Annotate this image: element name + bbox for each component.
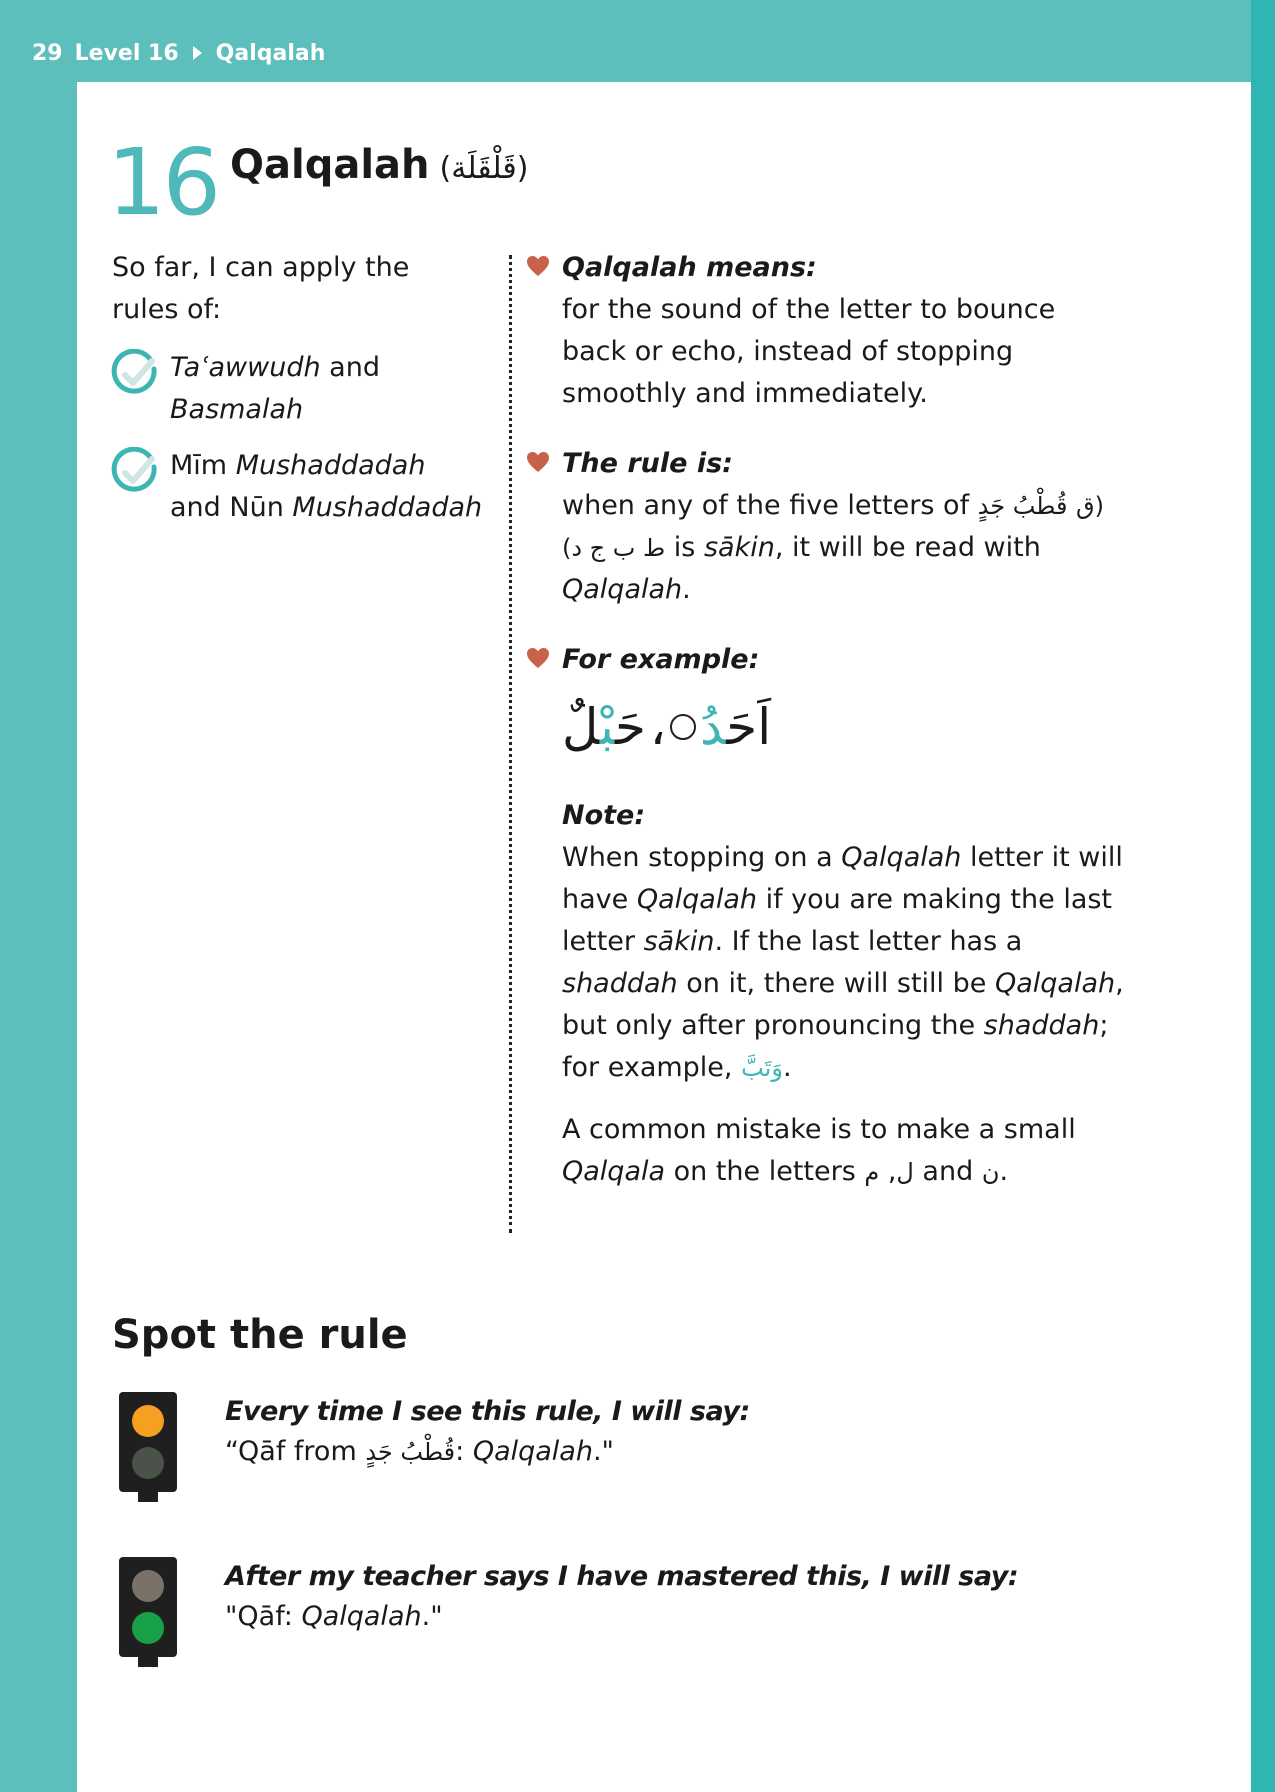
text: when any of the five letters of — [562, 490, 978, 521]
breadcrumb-topic[interactable]: Qalqalah — [215, 40, 326, 66]
rule-name: Basmalah — [170, 394, 304, 425]
check-circle-icon — [110, 447, 162, 499]
term: sākin — [703, 532, 775, 563]
light-stem — [138, 1490, 158, 1502]
green-lamp-off — [132, 1447, 164, 1479]
intro-text: So far, I can apply the rules of: — [112, 252, 410, 325]
term: sākin — [643, 926, 715, 957]
arabic-text: اَحَ — [726, 698, 772, 756]
left-margin-strip — [0, 82, 77, 1792]
note-text — [562, 842, 1124, 1083]
text: on it, there will still be — [677, 968, 995, 999]
rule-name: Mushaddadah — [235, 450, 426, 481]
arabic-letters: قُطْبُ جَدٍ — [977, 492, 1068, 520]
term: shaddah — [562, 968, 678, 999]
text: , but only after pronouncing the — [562, 968, 1124, 1041]
title-arabic: (قَلْقَلَة) — [439, 151, 529, 186]
heart-icon — [526, 451, 550, 473]
text: . If the last letter has a — [714, 926, 1023, 957]
page-title — [230, 142, 528, 188]
section-body: for the sound of the letter to bounce back or echo, instead of stopping smoothly and immediately. — [562, 294, 1056, 409]
heart-icon — [526, 647, 550, 669]
qalqalah-letter: بْ — [599, 698, 615, 756]
arabic-example: وَتَبَّ — [741, 1054, 783, 1082]
list-item — [110, 445, 490, 529]
text: letter it will have — [562, 842, 1123, 915]
text: . — [682, 574, 691, 605]
section-means — [524, 247, 1124, 415]
connector: and Nūn — [170, 492, 293, 523]
connector: and — [320, 352, 380, 383]
arabic-text: قُطْبُ جَدٍ — [365, 1438, 456, 1466]
example-words — [562, 687, 1124, 767]
text: “Qāf from — [225, 1436, 366, 1467]
term: Qalqala — [562, 1156, 666, 1187]
section-heading: The rule is: — [562, 448, 733, 479]
example-word-habl — [562, 687, 646, 767]
connector: Mīm — [170, 450, 236, 481]
text: , it will be read with — [774, 532, 1041, 563]
text: When stopping on a — [562, 842, 842, 873]
term: Qalqalah — [841, 842, 962, 873]
text: . — [782, 1052, 792, 1083]
note-paragraph-1 — [562, 837, 1124, 1089]
spot-row-amber — [119, 1392, 750, 1502]
page-number: 29 — [32, 40, 63, 66]
spot-row-green — [119, 1557, 1018, 1667]
amber-lamp — [132, 1405, 164, 1437]
section-body — [562, 485, 1124, 611]
traffic-light-amber-icon — [119, 1392, 177, 1502]
arabic-text: حَ — [614, 698, 646, 756]
level-number: 16 — [107, 129, 219, 236]
spot-the-rule-heading: Spot the rule — [112, 1312, 408, 1358]
spot-quote — [225, 1432, 750, 1472]
arabic-letters-separated: (ق ط ب ج د) — [562, 492, 1105, 562]
prior-rules-list — [110, 347, 490, 543]
text: : — [455, 1436, 473, 1467]
text: , — [879, 1156, 897, 1187]
section-example — [524, 639, 1124, 767]
spot-quote — [225, 1597, 1018, 1637]
text: . — [999, 1156, 1009, 1187]
rule-name: Taʿawwudh — [170, 352, 321, 383]
arabic-letter: م — [864, 1158, 880, 1186]
text: on the letters — [665, 1156, 865, 1187]
text: is — [665, 532, 704, 563]
spot-heading: Every time I see this rule, I will say: — [225, 1396, 750, 1427]
text: A common mistake is to make a small — [562, 1114, 1076, 1145]
section-rule — [524, 443, 1124, 611]
breadcrumb — [32, 38, 325, 68]
dotted-divider — [509, 255, 512, 1233]
arabic-letter: ل — [896, 1158, 914, 1186]
green-lamp — [132, 1612, 164, 1644]
term: Qalqalah — [472, 1436, 593, 1467]
example-word-ahad — [700, 687, 771, 767]
heart-icon — [526, 255, 550, 277]
amber-lamp-off — [132, 1570, 164, 1602]
triangle-right-icon — [193, 46, 202, 60]
term: Qalqalah — [562, 574, 683, 605]
page-content — [77, 82, 1251, 1792]
term: Qalqalah — [301, 1601, 422, 1632]
check-circle-icon — [110, 349, 162, 401]
list-item — [110, 347, 490, 431]
title-name: Qalqalah — [230, 142, 430, 188]
text: ." — [592, 1436, 614, 1467]
rule-name: Mushaddadah — [292, 492, 483, 523]
text: "Qāf: — [225, 1601, 302, 1632]
text: and — [913, 1156, 982, 1187]
light-stem — [138, 1655, 158, 1667]
spot-text — [225, 1557, 1018, 1637]
prior-rule-1 — [170, 347, 380, 431]
arabic-text: لٌ — [562, 698, 600, 756]
term: shaddah — [983, 1010, 1100, 1041]
text: ; for example, — [562, 1010, 1109, 1083]
breadcrumb-level[interactable]: Level 16 — [74, 40, 179, 66]
qalqalah-letter: دُ — [700, 698, 727, 756]
term: Qalqalah — [994, 968, 1116, 999]
stop-circle-icon — [670, 714, 696, 740]
spot-heading: After my teacher says I have mastered this, I will say: — [225, 1561, 1019, 1592]
text: ." — [421, 1601, 443, 1632]
text — [1067, 490, 1076, 521]
traffic-light-green-icon — [119, 1557, 177, 1667]
right-margin-strip — [1251, 0, 1275, 1792]
prior-rule-2 — [170, 445, 482, 529]
note-paragraph-2 — [562, 1109, 1124, 1193]
section-heading: Qalqalah means: — [562, 252, 817, 283]
text: if you are making the last letter — [562, 884, 1113, 957]
note-section — [524, 795, 1124, 1193]
term: Qalqalah — [636, 884, 757, 915]
arabic-letter: ن — [981, 1158, 1000, 1186]
separator: ، — [649, 698, 667, 756]
spot-text — [225, 1392, 750, 1472]
note-heading: Note: — [562, 800, 646, 831]
rule-details — [524, 247, 1124, 1213]
section-heading: For example: — [562, 644, 760, 675]
